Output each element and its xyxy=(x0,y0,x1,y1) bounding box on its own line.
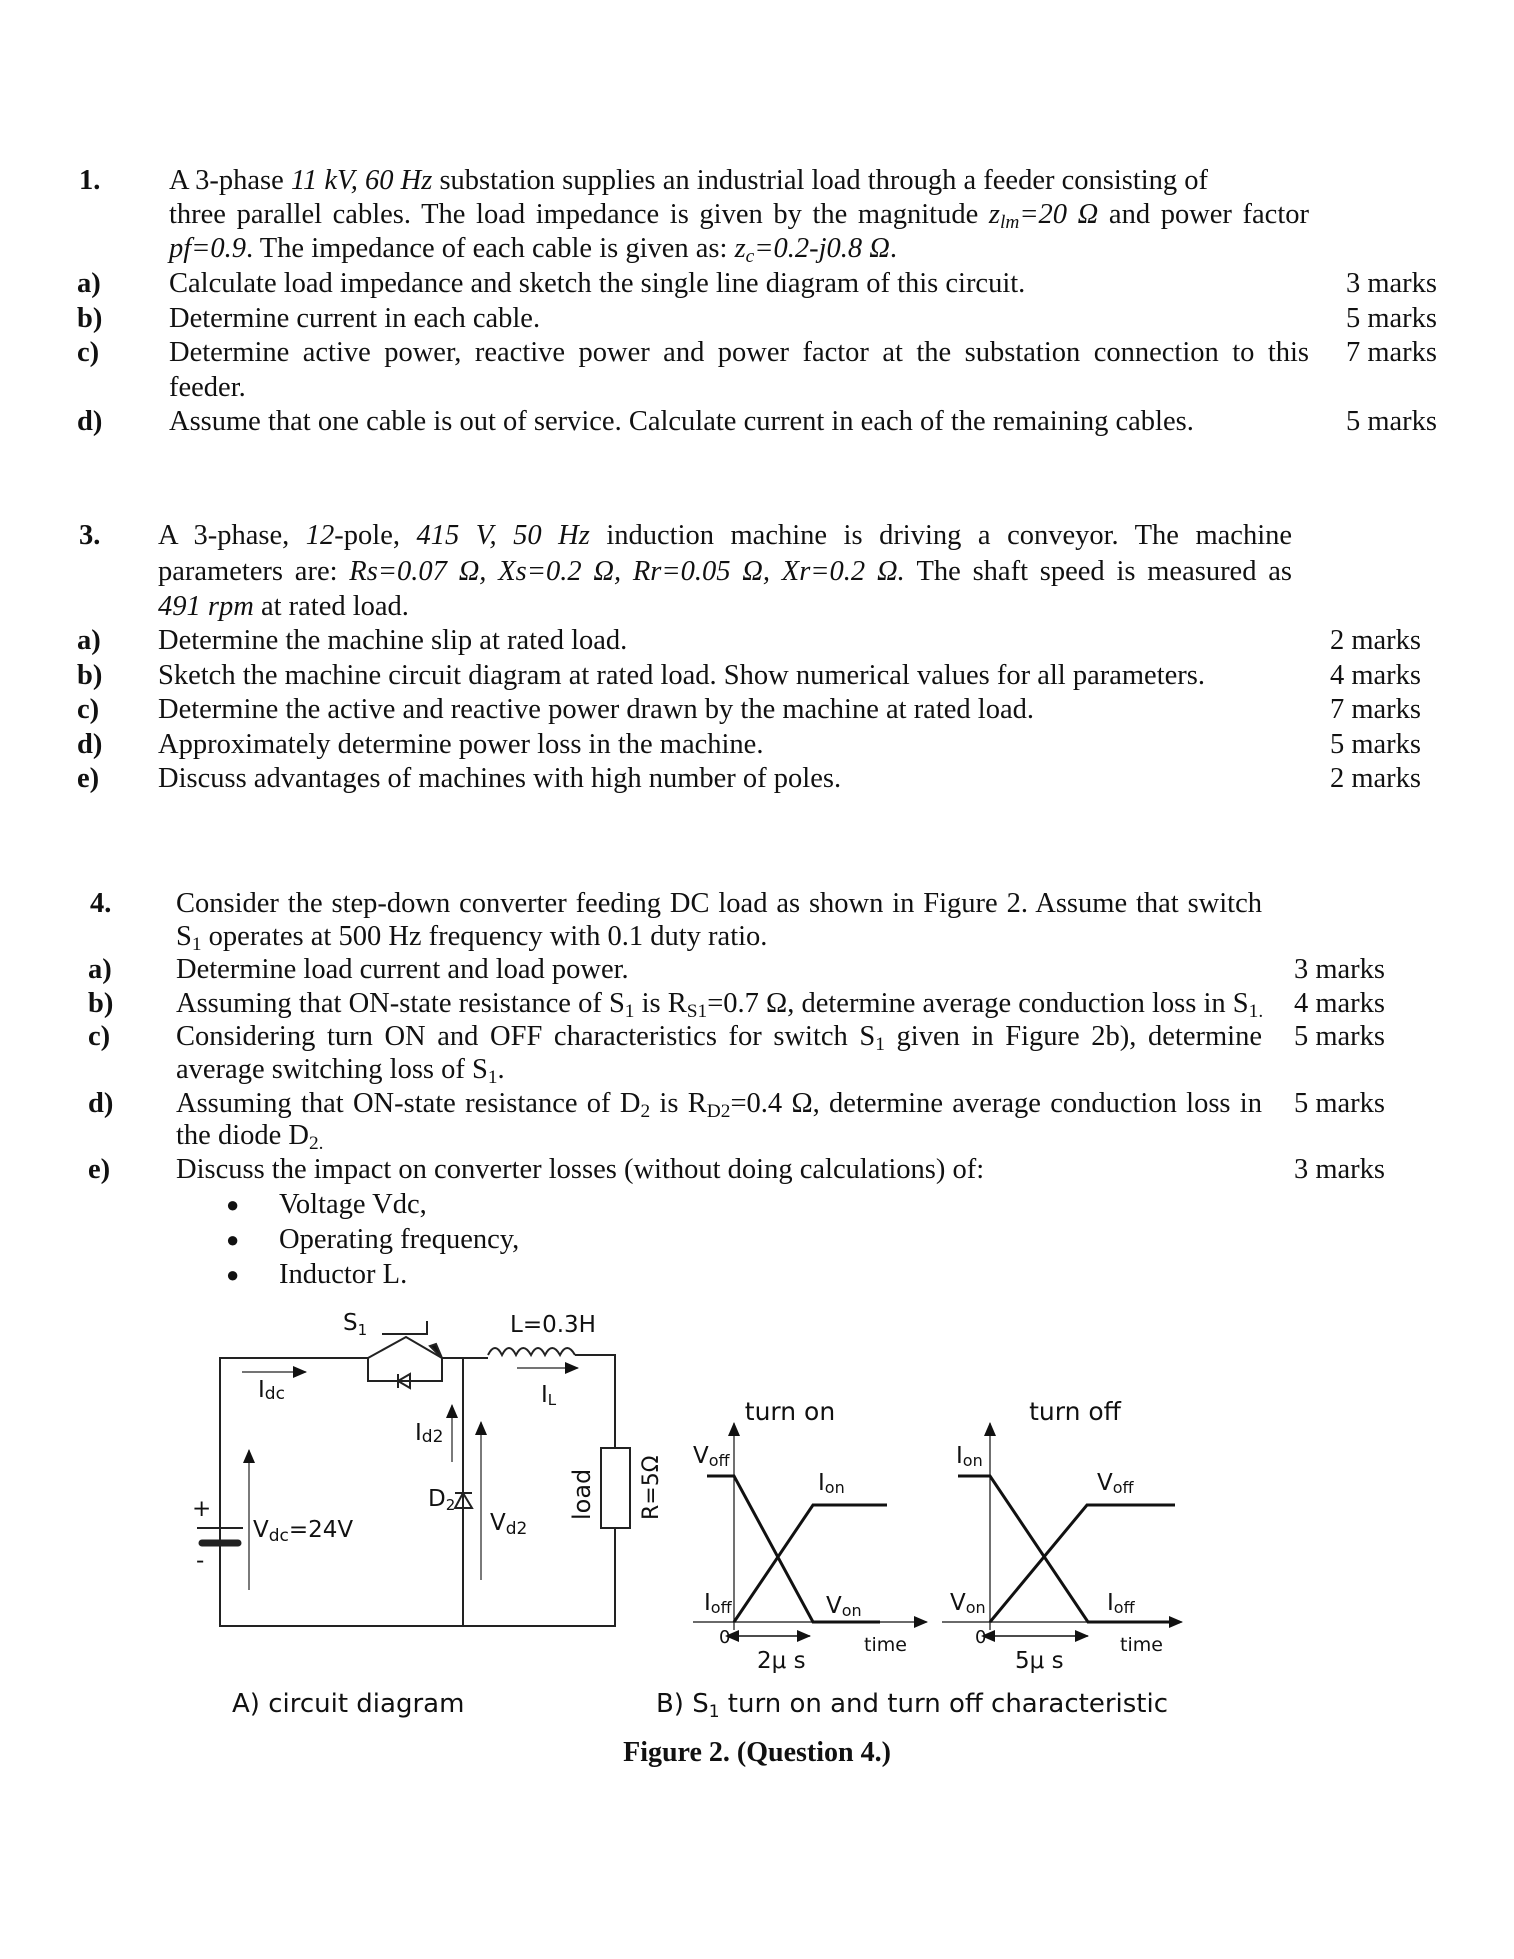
load-label: load xyxy=(568,1468,596,1520)
text-segment: substation supplies an industrial load through a feeder consisting of xyxy=(432,165,1209,196)
text-segment: Consider the step-down converter feeding DC load as shown in Figure 2. Assume that switch xyxy=(176,888,1262,919)
text-segment: is R xyxy=(634,988,687,1019)
turn-off-graph xyxy=(942,1397,1182,1674)
text-segment: Determine the active and reactive power drawn by the machine at rated load. xyxy=(158,694,1034,725)
marks-label: 5 marks xyxy=(1293,1021,1385,1052)
text-segment: A 3-phase, xyxy=(158,520,306,551)
part-label: c) xyxy=(77,337,100,368)
text-segment: Considering turn ON and OFF characteristics for switch S xyxy=(176,1021,876,1052)
bullet-icon: ● xyxy=(226,1262,240,1287)
origin-label: 0 xyxy=(719,1627,731,1648)
part-label: e) xyxy=(77,763,100,794)
igbt-switch-icon xyxy=(368,1321,442,1388)
text-segment: pf=0.9 xyxy=(169,233,247,264)
text-segment: at rated load. xyxy=(253,591,409,622)
circuit-caption: A) circuit diagram xyxy=(232,1689,465,1719)
voltage-curve xyxy=(990,1505,1175,1622)
text-segment: Assuming that ON-state resistance of S xyxy=(176,988,625,1019)
resistance-label: R=5Ω xyxy=(639,1455,664,1520)
text-segment: lm xyxy=(999,211,1020,233)
text-segment: Sketch the machine circuit diagram at rated load. Show numerical values for all parameters. xyxy=(158,660,1205,691)
time-axis-label: time xyxy=(864,1634,907,1656)
marks-label: 5 marks xyxy=(1345,406,1437,437)
marks-label: 3 marks xyxy=(1293,1154,1385,1185)
text-segment: A 3-phase xyxy=(169,165,291,196)
voff-label: Voff xyxy=(693,1443,730,1470)
marks-label: 7 marks xyxy=(1329,694,1421,725)
ioff-label: Ioff xyxy=(1107,1590,1135,1617)
text-segment: average switching loss of S xyxy=(176,1054,488,1085)
text-segment: 1 xyxy=(487,1066,498,1088)
text-segment: parameters are: xyxy=(158,556,350,587)
diode-label: D2 xyxy=(428,1486,456,1514)
text-segment: =0.7 Ω, determine average conduction loss in S xyxy=(707,988,1249,1019)
text-segment: three parallel cables. The load impedance is given by the magnitude xyxy=(169,199,989,230)
marks-label: 2 marks xyxy=(1329,763,1421,794)
time-axis-label: time xyxy=(1120,1634,1163,1656)
part-label: a) xyxy=(88,954,112,985)
text-segment: z xyxy=(988,199,1000,230)
duration-label: 5μ s xyxy=(1015,1648,1064,1674)
von-label: Von xyxy=(826,1593,862,1620)
text-segment: 1 xyxy=(875,1033,885,1055)
text-segment: S1 xyxy=(686,1000,708,1022)
switch-label: $S_1$ xyxy=(343,1310,368,1339)
ioff-label: Ioff xyxy=(704,1590,732,1617)
text-segment: Approximately determine power loss in the machine. xyxy=(158,729,764,760)
text-segment: Determine the machine slip at rated load. xyxy=(158,625,628,656)
text-segment: =20 Ω xyxy=(1019,199,1099,230)
id2-label: Id2 xyxy=(415,1420,444,1447)
text-segment: induction machine is driving a conveyor. The machine xyxy=(589,520,1293,551)
text-segment: c xyxy=(745,245,755,267)
part-label: b) xyxy=(77,660,103,691)
part-label: b) xyxy=(88,988,114,1019)
text-segment: D2 xyxy=(706,1100,731,1122)
text-segment: Determine load current and load power. xyxy=(176,954,629,985)
origin-label: 0 xyxy=(975,1627,987,1648)
text-segment: =0.2-j0.8 Ω xyxy=(754,233,890,264)
text-segment: Inductor L. xyxy=(279,1259,408,1290)
part-label: c) xyxy=(77,694,100,725)
text-segment: . xyxy=(497,1054,505,1085)
part-label: c) xyxy=(88,1021,111,1052)
text-segment: given in Figure 2b), determine xyxy=(884,1021,1262,1052)
part-label: b) xyxy=(77,303,103,334)
plus-label: + xyxy=(192,1496,212,1522)
marks-label: 4 marks xyxy=(1329,660,1421,691)
text-segment: Assuming that ON-state resistance of D xyxy=(176,1088,641,1119)
part-label: a) xyxy=(77,625,101,656)
text-segment: Operating frequency, xyxy=(279,1224,520,1255)
inductor-label: L=0.3H xyxy=(510,1312,596,1338)
turn-on-graph xyxy=(693,1397,927,1674)
text-segment: operates at 500 Hz frequency with 0.1 duty ratio. xyxy=(201,921,768,952)
text-segment: 2. xyxy=(308,1132,324,1154)
bullet-icon: ● xyxy=(226,1227,240,1252)
text-segment: 12 xyxy=(305,520,335,551)
text-segment: 1 xyxy=(191,933,202,955)
text-segment: the diode D xyxy=(176,1120,309,1151)
text-segment: . The impedance of each cable is given as: xyxy=(246,233,735,264)
text-segment: 11 kV, 60 Hz xyxy=(290,165,433,196)
text-segment: Discuss advantages of machines with high number of poles. xyxy=(158,763,842,794)
voff-label: Voff xyxy=(1097,1470,1134,1497)
text-segment: . xyxy=(889,233,898,264)
part-label: a) xyxy=(77,268,101,299)
minus-label: - xyxy=(196,1548,205,1574)
characteristic-caption: B) S1 turn on and turn off characteristic xyxy=(655,1689,1169,1722)
question-number: 1. xyxy=(79,165,101,196)
marks-label: 2 marks xyxy=(1329,625,1421,656)
text-segment: Determine current in each cable. xyxy=(169,303,541,334)
part-label: d) xyxy=(88,1088,114,1119)
marks-label: 3 marks xyxy=(1345,268,1437,299)
text-segment: The shaft speed is measured as xyxy=(904,556,1292,587)
text-segment: S xyxy=(176,921,192,952)
question-number: 4. xyxy=(90,888,112,919)
figure-title: Figure 2. (Question 4.) xyxy=(623,1737,891,1768)
text-segment: 2 xyxy=(640,1100,651,1122)
ion-label: Ion xyxy=(956,1443,983,1470)
text-segment: feeder. xyxy=(169,372,246,403)
bullet-icon: ● xyxy=(226,1192,240,1217)
text-segment: Discuss the impact on converter losses (without doing calculations) of: xyxy=(176,1154,985,1185)
text-segment: Rs=0.07 Ω, Xs=0.2 Ω, Rr=0.05 Ω, Xr=0.2 Ω. xyxy=(349,556,905,587)
inductor-icon xyxy=(488,1348,575,1355)
part-label: d) xyxy=(77,729,103,760)
marks-label: 4 marks xyxy=(1293,988,1385,1019)
text-segment: and power factor xyxy=(1098,199,1309,230)
marks-label: 5 marks xyxy=(1345,303,1437,334)
turn-off-title: turn off xyxy=(1029,1397,1121,1426)
marks-label: 7 marks xyxy=(1345,337,1437,368)
marks-label: 5 marks xyxy=(1293,1088,1385,1119)
il-label: IL xyxy=(541,1382,557,1409)
text-segment: Determine active power, reactive power and power factor at the substation connection to this xyxy=(169,337,1309,368)
text-segment: 1. xyxy=(1248,1000,1264,1022)
current-curve xyxy=(734,1505,887,1622)
idc-label: Idc xyxy=(258,1377,285,1404)
turn-on-title: turn on xyxy=(744,1397,836,1426)
resistor-icon xyxy=(601,1448,630,1528)
ion-label: Ion xyxy=(818,1470,845,1497)
text-segment: 415 V, 50 Hz xyxy=(416,520,590,551)
marks-label: 3 marks xyxy=(1293,954,1385,985)
text-segment: Voltage Vdc, xyxy=(279,1189,427,1220)
circuit-labels xyxy=(192,1310,664,1719)
part-label: e) xyxy=(88,1154,111,1185)
text-segment: 491 rpm xyxy=(158,591,254,622)
question-number: 3. xyxy=(79,520,101,551)
marks-label: 5 marks xyxy=(1329,729,1421,760)
text-segment: is R xyxy=(650,1088,707,1119)
part-label: d) xyxy=(77,406,103,437)
text-segment: =0.4 Ω, determine average conduction loss in xyxy=(730,1088,1262,1119)
von-label: Von xyxy=(950,1590,986,1617)
text-segment: Assume that one cable is out of service. Calculate current in each of the remaining cables. xyxy=(169,406,1194,437)
text-segment: 1 xyxy=(624,1000,635,1022)
text-segment: Calculate load impedance and sketch the single line diagram of this circuit. xyxy=(169,268,1026,299)
duration-label: 2μ s xyxy=(757,1648,806,1674)
circuit-diagram xyxy=(197,1321,630,1626)
vd2-label: Vd2 xyxy=(490,1510,528,1539)
text-segment: -pole, xyxy=(334,520,417,551)
current-curve xyxy=(958,1476,1180,1622)
text-segment: z xyxy=(734,233,746,264)
vdc-label: Vdc=24V xyxy=(253,1517,354,1546)
